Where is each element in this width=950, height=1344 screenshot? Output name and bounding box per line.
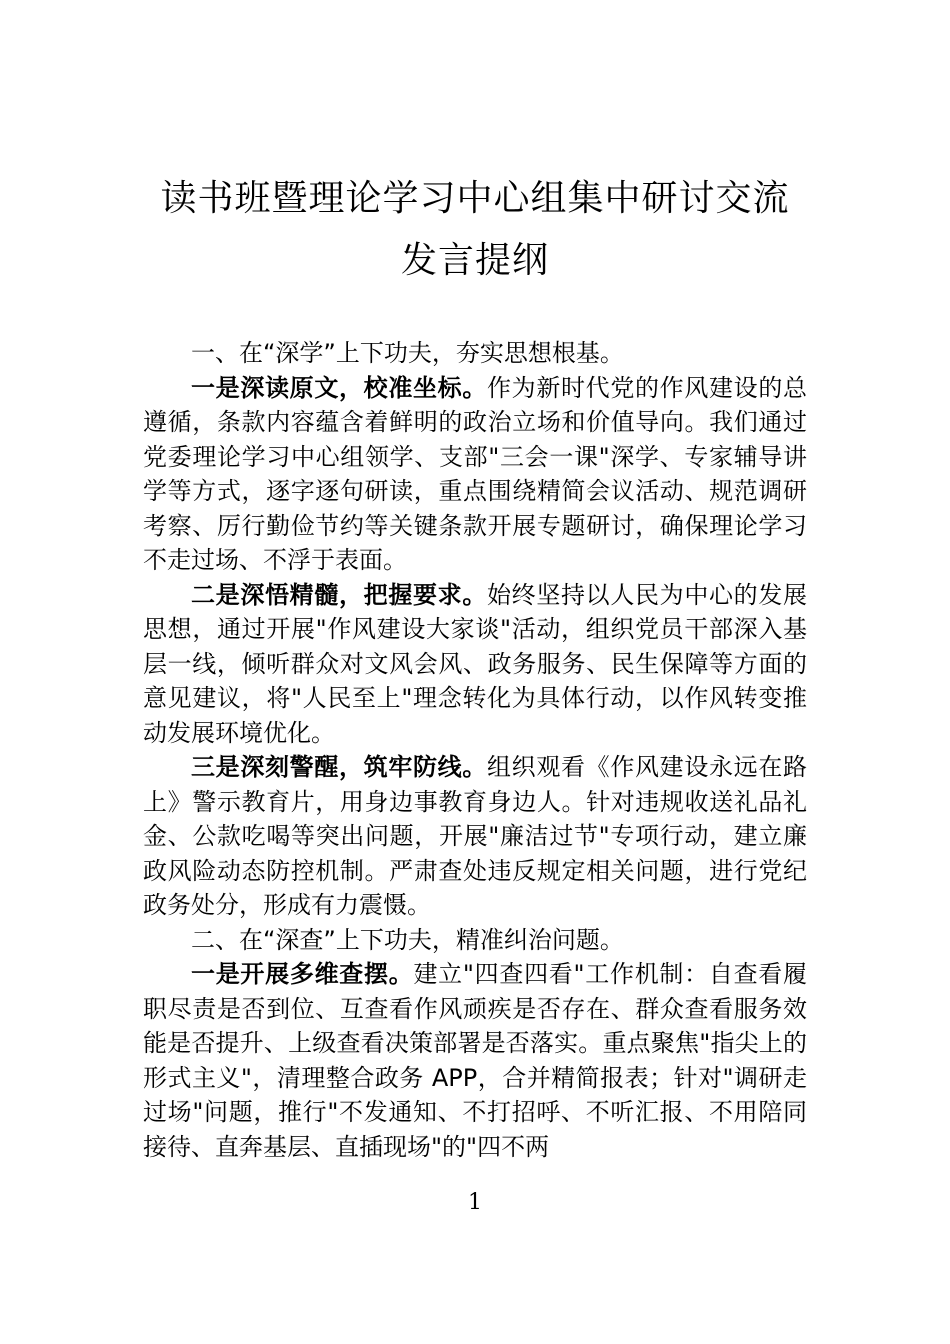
paragraph-text: 组织观看《作风建设永远在路上》警示教育片，用身边事教育身边人。针对违规收送礼品礼金、公款吃喝等突出问题，开展"廉洁过节"专项行动，建立廉政风险动态防控机制。严肃查处违反规定相关问题，进行党纪政务处分，形成有力震慑。 xyxy=(143,753,807,919)
page-number: 1 xyxy=(468,1190,482,1215)
paragraph-lead: 二是深悟精髓，把握要求。 xyxy=(191,580,487,609)
paragraph xyxy=(143,957,807,1164)
paragraph xyxy=(143,371,807,578)
document-body xyxy=(143,336,807,1164)
section-heading: 一、在“深学”上下功夫，夯实思想根基。 xyxy=(191,339,624,367)
section-heading: 二、在“深查”上下功夫，精准纠治问题。 xyxy=(191,925,624,954)
paragraph-lead: 一是开展多维查摆。 xyxy=(191,960,414,988)
paragraph-text: 建立"四查四看"工作机制：自查看履职尽责是否到位、互查看作风顽疾是否存在、群众查看服务效能是否提升、上级查看决策部署是否落实。重点聚焦"指尖上的形式主义"，清理整合政务 APP，合并精简报表；针对"调研走过场"问题，推行"不发通知、不打招呼、不听汇报、不用陪同接待、直奔基层、直插现场"的"四不两 xyxy=(143,960,808,1161)
paragraph xyxy=(143,578,807,751)
paragraph-lead: 三是深刻警醒，筑牢防线。 xyxy=(191,753,487,781)
document-title: 读书班暨理论学习中心组集中研讨交流发言提纲 xyxy=(160,178,790,281)
paragraph-lead: 一是深读原文，校准坐标。 xyxy=(191,373,487,402)
paragraph-text: 始终坚持以人民为中心的发展思想，通过开展"作风建设大家谈"活动，组织党员干部深入基层一线，倾听群众对文风会风、政务服务、民生保障等方面的意见建议，将"人民至上"理念转化为具体行动，以作风转变推动发展环境优化。 xyxy=(143,580,807,747)
paragraph-text: 作为新时代党的作风建设的总遵循，条款内容蕴含着鲜明的政治立场和价值导向。我们通过党委理论学习中心组领学、支部"三会一课"深学、专家辅导讲学等方式，逐字逐句研读，重点围绕精简会议活动、规范调研考察、厉行勤俭节约等关键条款开展专题研讨，确保理论学习不走过场、不浮于表面。 xyxy=(143,373,807,574)
paragraph xyxy=(143,750,807,923)
